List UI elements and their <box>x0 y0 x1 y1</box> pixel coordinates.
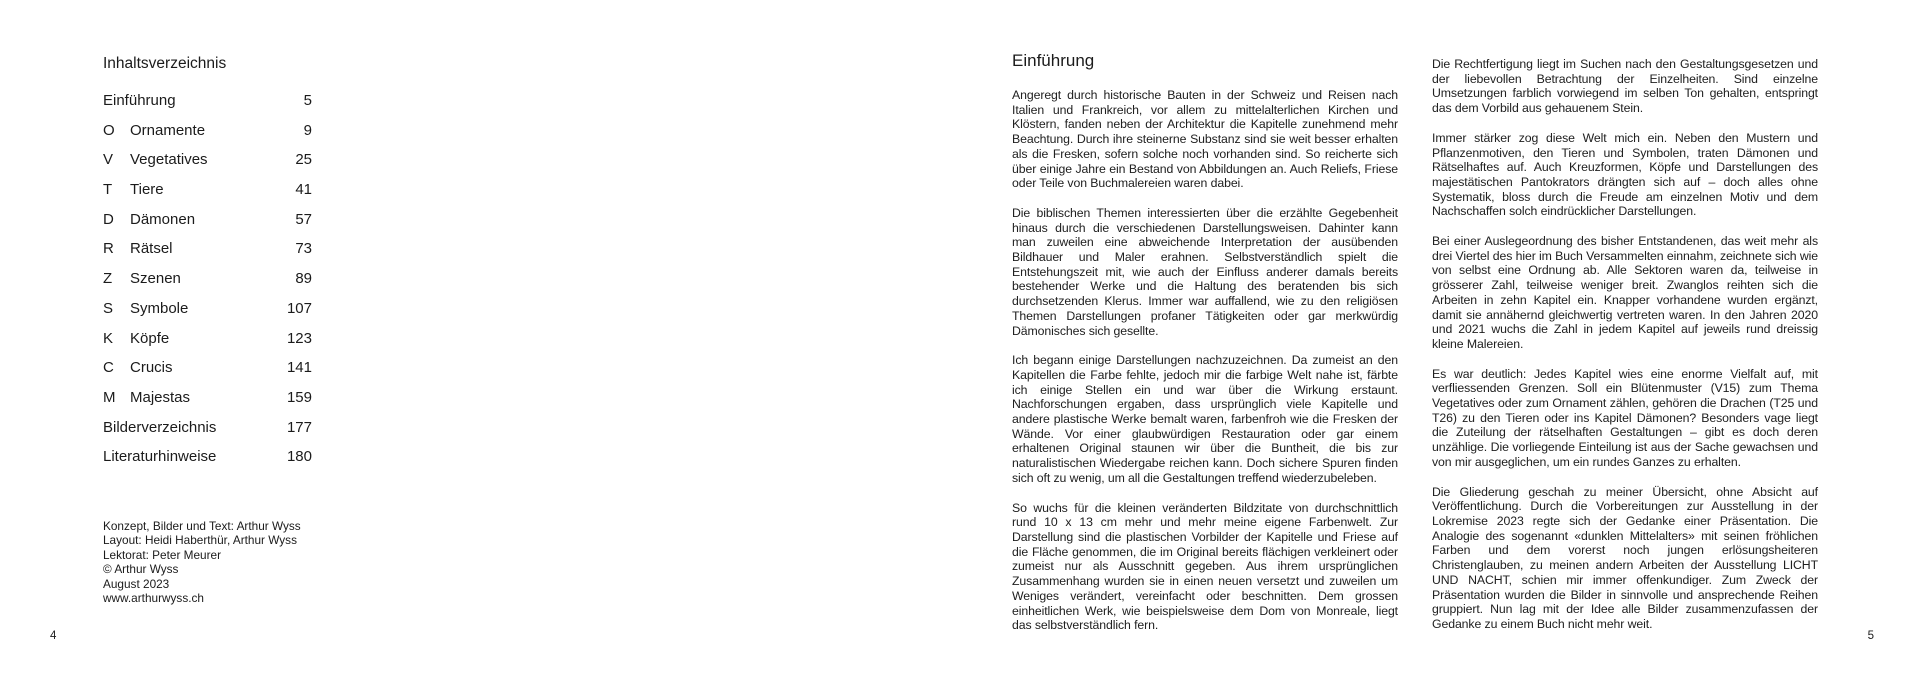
toc-row-bilderverzeichnis <box>103 419 312 449</box>
credits-line-website: www.arthurwyss.ch <box>103 591 204 606</box>
toc-row-literaturhinweise <box>103 448 312 478</box>
toc-entry-label: Majestas <box>130 388 191 406</box>
toc-entry-label: Bilderverzeichnis <box>103 418 217 436</box>
credits-line-lektorat: Lektorat: Peter Meurer <box>103 547 222 562</box>
credits-block <box>103 519 301 605</box>
toc-row-vegetatives <box>103 151 312 181</box>
toc-entry-page: 73 <box>295 240 312 258</box>
page-number-right: 5 <box>1867 630 1874 642</box>
toc-row-daemonen <box>103 211 312 241</box>
toc-entry-label: Dämonen <box>130 210 196 228</box>
table-of-contents <box>103 55 312 478</box>
toc-entry-page: 41 <box>295 181 312 199</box>
credits-line-copyright: © Arthur Wyss <box>103 562 179 577</box>
toc-entry-label: Ornamente <box>130 121 206 139</box>
toc-entry-page: 9 <box>303 121 312 139</box>
toc-entry-page: 141 <box>286 359 312 377</box>
toc-entry-page: 107 <box>286 299 312 317</box>
paragraph: Es war deutlich: Jedes Kapitel wies eine enorme Vielfalt auf, mit verfliessenden Grenzen. Soll ein Blütenmuster (V15) zum Thema Vegetatives oder zum Ornament zählen, gehören die Drachen (T25 und T26) zu den Tieren oder ins Kapitel Dämonen? Besonders vage liegt die Zuteilung der rätselhaften Gestaltungen – gibt es doch deren unzählige. Die vorliegende Einteilung ist aus der Sache gewachsen und von mir ausgeglichen, um ein rundes Ganzes zu erhalten. <box>1432 366 1818 469</box>
toc-entry-letter: K <box>103 329 114 347</box>
toc-entry-page: 57 <box>295 210 312 228</box>
paragraph: Die Gliederung geschah zu meiner Übersicht, ohne Absicht auf Veröffentlichung. Durch die Vorbereitungen zur Ausstellung in der Lokremise 2023 regte sich der Gedanke einer Präsentation. Die Analogie des sogenannt «dunklen Mittelalters» mit seinen fröhlichen Farben und dem vorerst noch jungen erlösungsheiteren Christenglauben, zu meinen andern Arbeiten der Ausstellung LICHT UND NACHT, schien mir immer offenkundiger. Zum Zweck der Präsentation wurden die Bilder in sinnvolle und ansprechende Reihen gruppiert. Nun lag mit der Idee alle Bilder zusammenzufassen der Gedanke zu einem Buch nicht mehr weit. <box>1432 484 1818 631</box>
toc-row-ornamente <box>103 122 312 152</box>
page-title: Einführung <box>1012 51 1095 70</box>
toc-row-koepfe <box>103 330 312 360</box>
paragraph: Bei einer Auslegeordnung des bisher Entstandenen, das weit mehr als drei Viertel des hier im Buch Versammelten einnahm, zeichnete sich wie von selbst eine Ordnung ab. Alle Sektoren waren da, teilweise in grösserer Zahl, teilweise weniger breit. Zwanglos reihten sich die Arbeiten in zehn Kapitel ein. Knapper vorhandene wurden ergänzt, damit sie annähernd gleichwertig vertreten waren. In den Jahren 2020 und 2021 wuchs die Zahl in jedem Kapitel auf jeweils rund dreissig kleine Malereien. <box>1432 234 1818 351</box>
toc-row-einfuehrung <box>103 92 312 122</box>
toc-row-szenen <box>103 270 312 300</box>
toc-entry-letter: C <box>103 359 114 377</box>
toc-title: Inhaltsverzeichnis <box>103 55 227 72</box>
intro-column-1 <box>1012 50 1398 648</box>
toc-entry-page: 159 <box>286 388 312 406</box>
toc-row-majestas <box>103 389 312 419</box>
toc-entry-letter: T <box>103 181 113 199</box>
toc-entry-page: 180 <box>286 448 312 466</box>
toc-entry-page: 123 <box>286 329 312 347</box>
toc-entry-label: Literaturhinweise <box>103 448 217 466</box>
toc-row-raetsel <box>103 240 312 270</box>
intro-column-1-text <box>1012 88 1398 633</box>
toc-entry-letter: S <box>103 299 114 317</box>
intro-column-2 <box>1432 57 1818 647</box>
intro-column-2-text <box>1432 57 1818 632</box>
paragraph: Immer stärker zog diese Welt mich ein. Neben den Mustern und Pflanzenmotiven, den Tieren und Symbolen, traten Dämonen und Rätselhaftes auf. Auch Kreuzformen, Köpfe und Darstellungen des majestätischen Pantokrators drängten sich auf – doch alles ohne Systematik, bloss durch die Freude am einzelnen Motiv und dem Nachschaffen solch eindrücklicher Darstellungen. <box>1432 130 1818 219</box>
toc-entry-label: Szenen <box>130 270 181 288</box>
toc-entry-label: Einführung <box>103 92 176 109</box>
toc-entry-letter: R <box>103 240 114 258</box>
page-number-left: 4 <box>50 630 57 642</box>
toc-row-crucis <box>103 359 312 389</box>
toc-entry-label: Symbole <box>130 299 189 317</box>
toc-entry-label: Tiere <box>130 181 164 199</box>
toc-entry-page: 89 <box>295 270 312 288</box>
toc-entry-label: Vegetatives <box>130 151 208 169</box>
paragraph: Die Rechtfertigung liegt im Suchen nach den Gestaltungsgesetzen und der liebevollen Betrachtung der Einzelheiten. Sind einzelne Umsetzungen farblich vorwiegend im selben Ton gehalten, entspringt das dem Vorbild aus gehauenem Stein. <box>1432 57 1818 116</box>
credits-line-layout: Layout: Heidi Haberthür, Arthur Wyss <box>103 533 297 548</box>
toc-row-symbole <box>103 300 312 330</box>
toc-entry-letter: Z <box>103 270 113 288</box>
toc-entry-letter: M <box>103 388 116 406</box>
paragraph: Ich begann einige Darstellungen nachzuzeichnen. Da zumeist an den Kapitellen die Farbe fehlte, jedoch mir die farbige Welt nahe ist, färbte ich einige Stellen ein und war über die Wirkung erstaunt. Nachforschungen ergaben, dass ursprünglich viele Kapitelle und andere plastische Werke bemalt waren, farbenfroh wie die Fresken der Wände. Vor einer glaubwürdigen Restauration oder gar einem erhaltenen Original staunen wir über die Buntheit, die bis zur naturalistischen Wiedergabe reichen kann. Doch sichere Spuren finden sich oft zu wenig, um all die Gestaltungen treffend wiederzubeleben. <box>1012 353 1398 485</box>
paragraph: Die biblischen Themen interessierten über die erzählte Gegebenheit hinaus durch die verschiedenen Darstellungsweisen. Dahinter kann man zuweilen eine abweichende Interpretation der ausübenden Bildhauer und Maler erahnen. Selbstverständlich spielt die Entstehungszeit mit, wie auch der Einfluss anderer damals bereits bestehender Werke und die Haltung des beratenden bis sich durchsetzenden Klerus. Immer war auffallend, wie zu den religiösen Themen Darstellungen profaner Tätigkeiten oder gar merkwürdig Dämonisches sich gesellte. <box>1012 205 1398 338</box>
credits-line-date: August 2023 <box>103 576 170 591</box>
toc-entry-letter: D <box>103 210 114 228</box>
credits-line-konzept: Konzept, Bilder und Text: Arthur Wyss <box>103 519 301 533</box>
toc-entry-label: Rätsel <box>130 240 173 258</box>
toc-entry-label: Köpfe <box>130 329 170 347</box>
toc-entry-label: Crucis <box>130 359 173 377</box>
toc-entry-letter: V <box>103 151 114 169</box>
toc-entry-page: 177 <box>286 418 312 436</box>
toc-entry-page: 25 <box>295 151 312 169</box>
paragraph: Angeregt durch historische Bauten in der Schweiz und Reisen nach Italien und Frankreich, vor allem zu mittelalterlichen Kirchen und Klöstern, fanden neben der Architektur die Kapitelle zunehmend mehr Beachtung. Durch ihre steinerne Substanz sind sie weit besser erhalten als die Fresken, sofern solche noch vorhanden sind. So reicherte sich über einige Jahre ein Bestand von Abbildungen an. Auch Reliefs, Friese oder Teile von Buchmalereien waren dabei. <box>1012 88 1398 191</box>
toc-row-tiere <box>103 181 312 211</box>
toc-entry-page: 5 <box>303 92 312 109</box>
toc-entry-letter: O <box>103 121 115 139</box>
paragraph: So wuchs für die kleinen veränderten Bildzitate von durchschnittlich rund 10 x 13 cm mehr und mehr meine eigene Farbenwelt. Zur Darstellung sind die plastischen Vorbilder der Kapitelle und Friese auf die Fläche genommen, die im Original bereits flächigen verkleinert oder zumeist nur als Ausschnitt gegeben. Aus ihrem ursprünglichen Zusammenhang wurden sie in einen neuen versetzt und zuweilen um Weniges verändert, vereinfacht oder beschnitten. Dem grossen einheitlichen Werk, wie beispielsweise dem Dom von Monreale, liegt das selbstverständlich fern. <box>1012 500 1398 633</box>
